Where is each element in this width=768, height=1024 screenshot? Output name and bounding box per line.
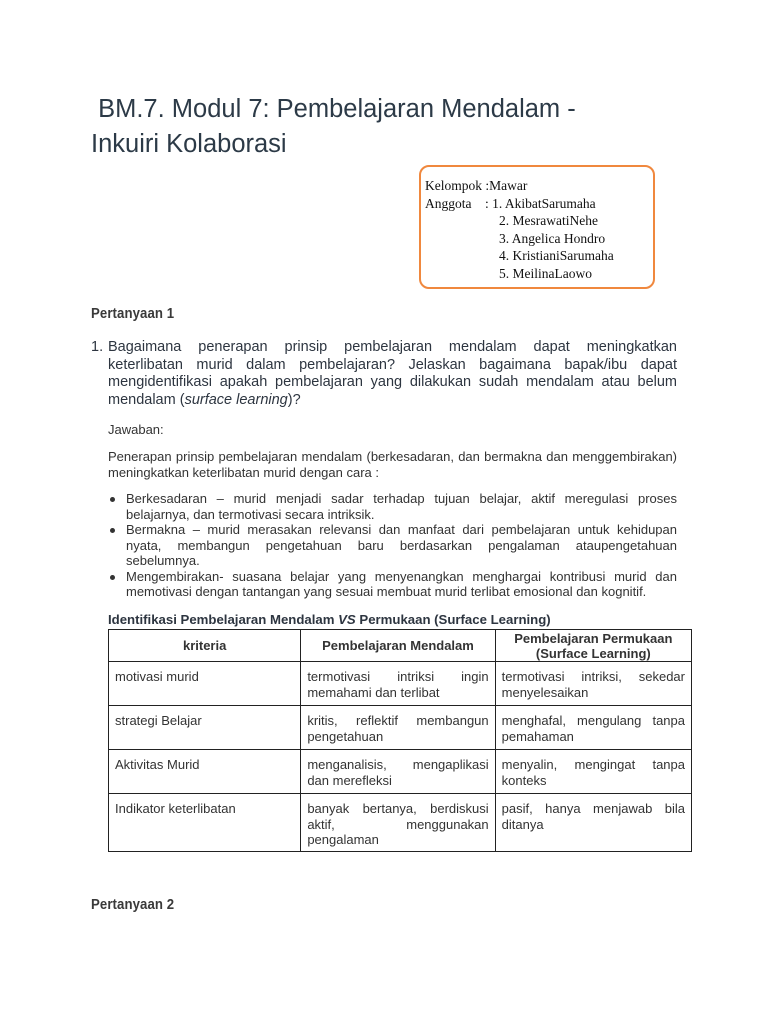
member-name: 2. MesrawatiNehe — [499, 213, 598, 228]
table-title-italic: VS — [338, 612, 356, 627]
group-name-row — [425, 177, 653, 195]
table-row — [109, 662, 692, 706]
bullet-dot-icon — [110, 497, 115, 502]
member-name: 3. Angelica Hondro — [499, 230, 606, 246]
question-text-part: Bagaimana penerapan prinsip pembelajaran mendalam dapat meningkatkan keterlibatan murid dalam pembelajaran? Jelaskan bagaimana bapak/ibu dapat mengidentifikasi apakah pembelajaran yang dilakukan sudah mendalam atau belum mendalam ( — [108, 339, 677, 408]
list-item-text: Mengembirakan- suasana belajar yang menyenangkan menghargai kontribusi murid dan memotivasi dengan tantangan yang sesuai membuat murid terlibat emosional dan kognitif. — [126, 568, 677, 599]
member-row-2 — [425, 212, 653, 230]
question-number: 1. — [91, 339, 104, 355]
table-cell: termotivasi intriksi ingin memahami dan terlibat — [301, 662, 495, 706]
member-row-1 — [425, 195, 653, 213]
member-row-4 — [425, 247, 653, 265]
member-row-5 — [425, 265, 653, 283]
table-cell: strategi Belajar — [109, 706, 301, 750]
column-header: kriteria — [109, 630, 301, 662]
answer-label: Jawaban: — [108, 422, 164, 437]
group-info-box — [419, 165, 655, 289]
table-cell: pasif, hanya menjawab bila ditanya — [495, 794, 691, 852]
table-cell: termotivasi intriksi, sekedar menyelesaikan — [495, 662, 691, 706]
table-title-part: Identifikasi Pembelajaran Mendalam — [108, 612, 339, 627]
answer-intro: Penerapan prinsip pembelajaran mendalam (berkesadaran, dan bermakna dan menggembirakan) meningkatkan keterlibatan murid dengan cara : — [108, 449, 677, 480]
table-cell: menganalisis, mengaplikasi dan merefleksi — [301, 750, 495, 794]
table-header-row — [109, 630, 692, 662]
table-cell: menghafal, mengulang tanpa pemahaman — [495, 706, 691, 750]
document-title — [91, 92, 651, 162]
member-name: 4. KristianiSarumaha — [499, 248, 614, 263]
list-item-text: Bermakna – murid merasakan relevansi dan manfaat dari pembelajaran untuk kehidupan nyata, membangun pengetahuan baru berdasarkan pengalaman ataupengetahuan sebelumnya. — [126, 522, 677, 568]
bullet-dot-icon — [110, 575, 115, 580]
table-title-end: Permukaan (Surface Learning) — [355, 612, 551, 627]
group-label: Kelompok : — [425, 178, 490, 193]
member-name: 5. MeilinaLaowo — [499, 265, 592, 281]
title-line-1: BM.7. Modul 7: Pembelajaran Mendalam - — [98, 95, 576, 123]
question-1 — [91, 339, 677, 409]
table-cell: motivasi murid — [109, 662, 301, 706]
member-name: 1. AkibatSarumaha — [492, 195, 596, 211]
table-cell: menyalin, mengingat tanpa konteks — [495, 750, 691, 794]
member-row-3 — [425, 230, 653, 248]
table-title — [108, 612, 551, 627]
question-text-italic: surface learning — [184, 391, 288, 408]
comparison-table — [108, 629, 692, 852]
table-row — [109, 750, 692, 794]
list-item — [108, 491, 677, 522]
question-text — [108, 339, 677, 409]
members-label: Anggota : — [425, 195, 493, 211]
answer-bullet-list — [108, 491, 677, 600]
question-text-end: )? — [287, 391, 301, 408]
table-cell: Aktivitas Murid — [109, 750, 301, 794]
list-item-text: Berkesadaran – murid menjadi sadar terhadap tujuan belajar, aktif meregulasi proses belajarnya, dan termotivasi secara intriksik. — [126, 491, 677, 522]
column-header: Pembelajaran Permukaan (Surface Learning) — [495, 630, 691, 662]
title-line-2: Inkuiri Kolaborasi — [91, 130, 287, 158]
table-cell: banyak bertanya, berdiskusi aktif, menggunakan pengalaman — [301, 794, 495, 852]
list-item — [108, 522, 677, 569]
question-1-heading: Pertanyaan 1 — [91, 305, 175, 322]
table-cell: Indikator keterlibatan — [109, 794, 301, 852]
list-item — [108, 569, 677, 600]
table-row — [109, 706, 692, 750]
question-2-heading: Pertanyaan 2 — [91, 896, 175, 913]
column-header: Pembelajaran Mendalam — [301, 630, 495, 662]
table-row — [109, 794, 692, 852]
table-cell: kritis, reflektif membangun pengetahuan — [301, 706, 495, 750]
group-name: Mawar — [489, 178, 528, 193]
bullet-dot-icon — [110, 528, 115, 533]
